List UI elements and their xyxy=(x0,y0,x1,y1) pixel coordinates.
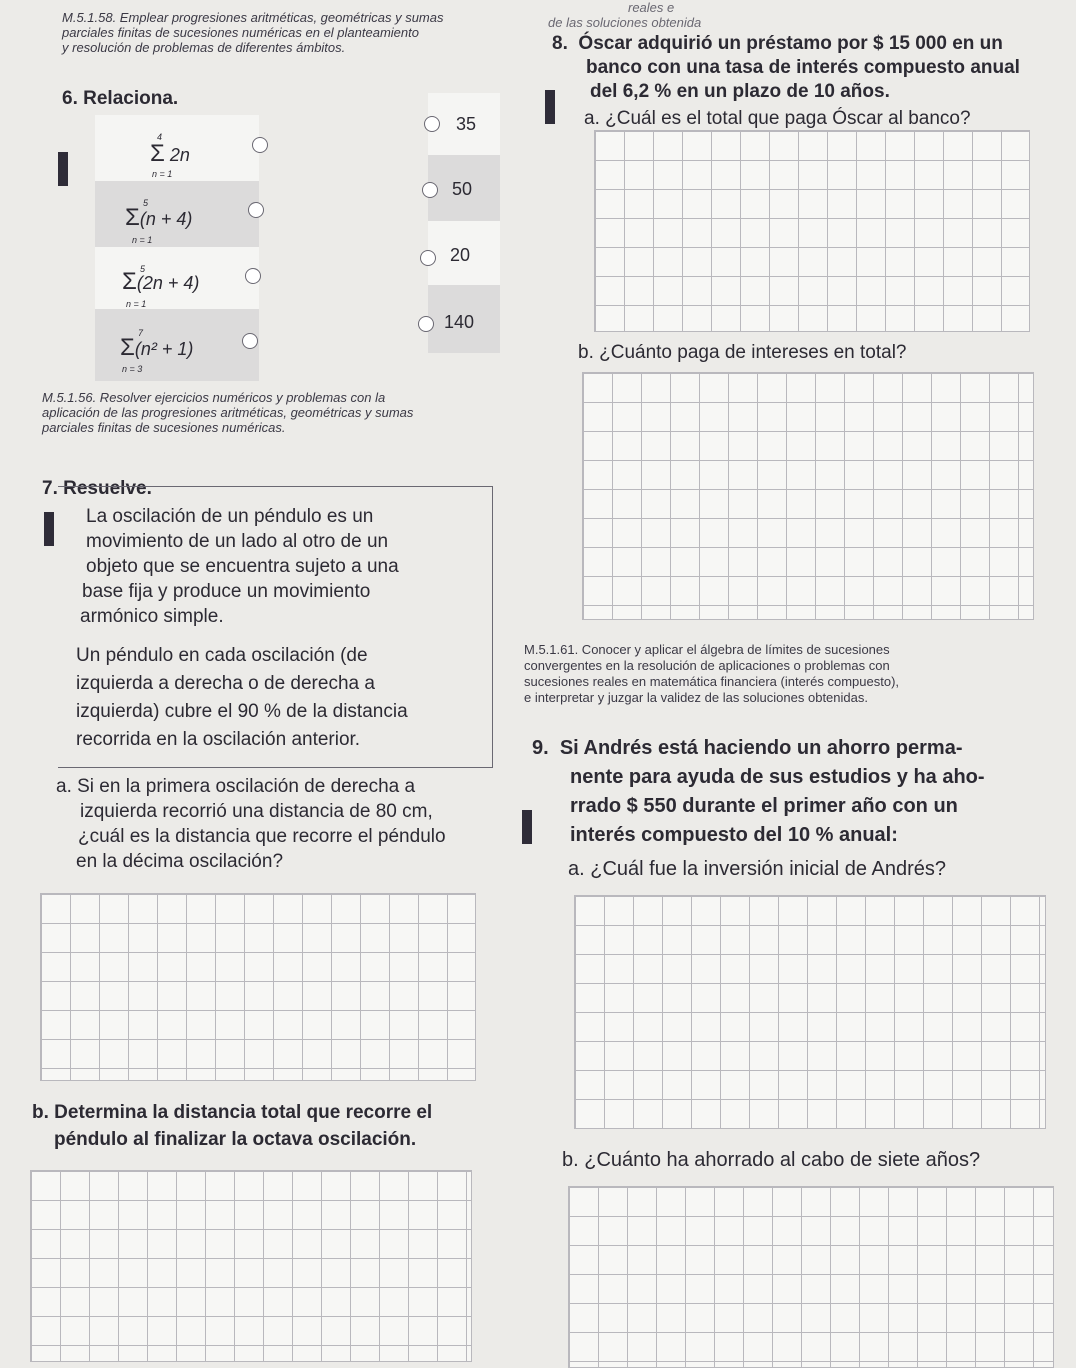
q8-line1 xyxy=(552,32,1072,56)
q8-number: 8. xyxy=(552,33,568,54)
q7-b-answer-grid[interactable] xyxy=(30,1170,472,1362)
sum-item-3-sup: 5 xyxy=(140,264,146,274)
answer-20: 20 xyxy=(450,245,471,265)
q7-p1-line2: movimiento de un lado al otro de un xyxy=(86,531,389,552)
q8-a-answer-grid[interactable] xyxy=(594,130,1030,332)
q7-paragraph-2 xyxy=(76,643,486,752)
match-right-radio-3[interactable] xyxy=(420,250,436,266)
standard-m5158-line1: M.5.1.58. Emplear progresiones aritméticas, geométricas y sumas xyxy=(62,10,444,25)
q7-punto-label: 1 punto xyxy=(44,513,54,545)
sum-item-2-sup: 5 xyxy=(143,198,149,208)
match-right-radio-2[interactable] xyxy=(422,182,438,198)
q6-title: Relaciona. xyxy=(83,88,179,109)
q8-punto-badge xyxy=(545,90,555,124)
q7-part-a xyxy=(56,774,496,874)
q8-b-answer-grid[interactable] xyxy=(582,372,1034,620)
standard-right-line1: reales e xyxy=(628,0,675,15)
q6-heading xyxy=(62,88,178,110)
q9-statement xyxy=(532,734,1072,850)
sum-item-3: Σ(2n + 4) xyxy=(122,268,200,295)
q7-b-line1: b. Determina la distancia total que recorre el xyxy=(32,1102,433,1123)
q9-part-b: b. ¿Cuánto ha ahorrado al cabo de siete años? xyxy=(562,1149,981,1171)
q8-part-a: a. ¿Cuál es el total que paga Óscar al banco? xyxy=(584,108,971,129)
standard-m5156 xyxy=(42,390,472,435)
q8-line2: banco con una tasa de interés compuesto anual xyxy=(586,57,1020,78)
q8-part-b: b. ¿Cuánto paga de intereses en total? xyxy=(578,342,907,363)
q7-a-line1: a. Si en la primera oscilación de derecha a xyxy=(56,776,416,797)
q7-p1-line3: objeto que se encuentra sujeto a una xyxy=(86,556,399,577)
answer-50: 50 xyxy=(452,179,473,199)
q7-p2-line3: izquierda) cubre el 90 % de la distancia xyxy=(76,701,408,722)
sum-item-2: Σ(n + 4) xyxy=(125,204,193,231)
q8-line1-text: Óscar adquirió un préstamo por $ 15 000 en un xyxy=(578,33,1003,54)
sum-item-1-expr: 2n xyxy=(169,145,190,165)
q9-punto-label: 1 punto xyxy=(522,811,532,843)
q9-line2: nente para ayuda de sus estudios y ha aho- xyxy=(570,766,985,788)
q8-punto-label: 1 punto xyxy=(545,91,555,123)
q9-number: 9. xyxy=(532,737,549,759)
match-left-radio-4[interactable] xyxy=(242,333,258,349)
q7-p1-line5: armónico simple. xyxy=(80,606,224,627)
match-right-radio-4[interactable] xyxy=(418,316,434,332)
match-left-radio-3[interactable] xyxy=(245,268,261,284)
sum-item-1-sup: 4 xyxy=(157,132,163,142)
standard-m5161-line3: sucesiones reales en matemática financiera (interés compuesto), xyxy=(524,674,900,689)
q9-part-a: a. ¿Cuál fue la inversión inicial de Andrés? xyxy=(568,858,946,880)
q7-p1-line4: base fija y produce un movimiento xyxy=(82,581,371,602)
q7-title: Resuelve. xyxy=(63,478,152,499)
q7-a-line3: ¿cuál es la distancia que recorre el péndulo xyxy=(78,826,446,847)
standard-m5156-line2: aplicación de las progresiones aritméticas, geométricas y sumas xyxy=(42,405,414,420)
q9-line4: interés compuesto del 10 % anual: xyxy=(570,824,898,846)
sum-item-4: Σ(n² + 1) xyxy=(120,334,194,361)
standard-m5156-line3: parciales finitas de sucesiones numéricas. xyxy=(42,420,286,435)
q9-line3: rrado $ 550 durante el primer año con un xyxy=(570,795,958,817)
q7-punto-badge xyxy=(44,512,54,546)
answer-140: 140 xyxy=(444,312,475,332)
match-left-radio-1[interactable] xyxy=(252,137,268,153)
standard-m5161-line2: convergentes en la resolución de aplicaciones o problemas con xyxy=(524,658,890,673)
standard-right-line2: de las soluciones obtenida xyxy=(548,15,702,30)
sum-item-3-sub: n = 1 xyxy=(126,299,147,309)
standard-m5161-line4: e interpretar y juzgar la validez de las soluciones obtenidas. xyxy=(524,690,868,705)
q6-number: 6. xyxy=(62,88,78,109)
sum-item-4-expr: (n² + 1) xyxy=(134,339,194,359)
q7-paragraph-1 xyxy=(80,504,486,629)
standard-m5158 xyxy=(62,10,532,55)
sum-item-3-expr: (2n + 4) xyxy=(136,273,200,293)
q8-statement xyxy=(552,32,1072,104)
q7-a-answer-grid[interactable] xyxy=(40,893,476,1081)
standard-m5161 xyxy=(524,642,1064,706)
sum-item-2-expr: (n + 4) xyxy=(139,209,193,229)
q7-part-b xyxy=(32,1100,492,1152)
sum-item-2-sub: n = 1 xyxy=(132,235,153,245)
standard-right-top xyxy=(548,0,748,30)
q8-line3: del 6,2 % en un plazo de 10 años. xyxy=(590,81,890,102)
q7-p2-line2: izquierda a derecha o de derecha a xyxy=(76,673,375,694)
standard-m5156-line1: M.5.1.56. Resolver ejercicios numéricos y problemas con la xyxy=(42,390,386,405)
q9-punto-badge xyxy=(522,810,532,844)
match-left-radio-2[interactable] xyxy=(248,202,264,218)
standard-m5158-line3: y resolución de problemas de diferentes ámbitos. xyxy=(62,40,346,55)
q7-b-line2: péndulo al finalizar la octava oscilación. xyxy=(54,1129,417,1150)
q7-number: 7. xyxy=(42,478,58,499)
sum-item-4-sub: n = 3 xyxy=(122,364,143,374)
sum-item-1-sub: n = 1 xyxy=(152,169,173,179)
q6-punto-label: 1 punto xyxy=(58,153,68,185)
q6-punto-badge xyxy=(58,152,68,186)
q9-line1 xyxy=(532,734,1072,763)
match-right-radio-1[interactable] xyxy=(424,116,440,132)
q7-p2-line4: recorrida en la oscilación anterior. xyxy=(76,729,361,750)
standard-m5158-line2: parciales finitas de sucesiones numéricas en el planteamiento xyxy=(62,25,419,40)
sum-item-1: Σ 2n xyxy=(150,140,190,167)
q9-b-answer-grid[interactable] xyxy=(568,1186,1054,1368)
q7-a-line2: izquierda recorrió una distancia de 80 cm, xyxy=(80,801,433,822)
sum-item-4-sup: 7 xyxy=(138,328,144,338)
q9-line1-text: Si Andrés está haciendo un ahorro perma- xyxy=(559,737,963,759)
answer-35: 35 xyxy=(456,114,477,134)
q7-a-line4: en la décima oscilación? xyxy=(76,851,284,872)
q9-a-answer-grid[interactable] xyxy=(574,895,1046,1129)
standard-m5161-line1: M.5.1.61. Conocer y aplicar el álgebra de límites de sucesiones xyxy=(524,642,890,657)
q7-p1-line1: La oscilación de un péndulo es un xyxy=(86,506,374,527)
q7-p2-line1: Un péndulo en cada oscilación (de xyxy=(76,645,368,666)
